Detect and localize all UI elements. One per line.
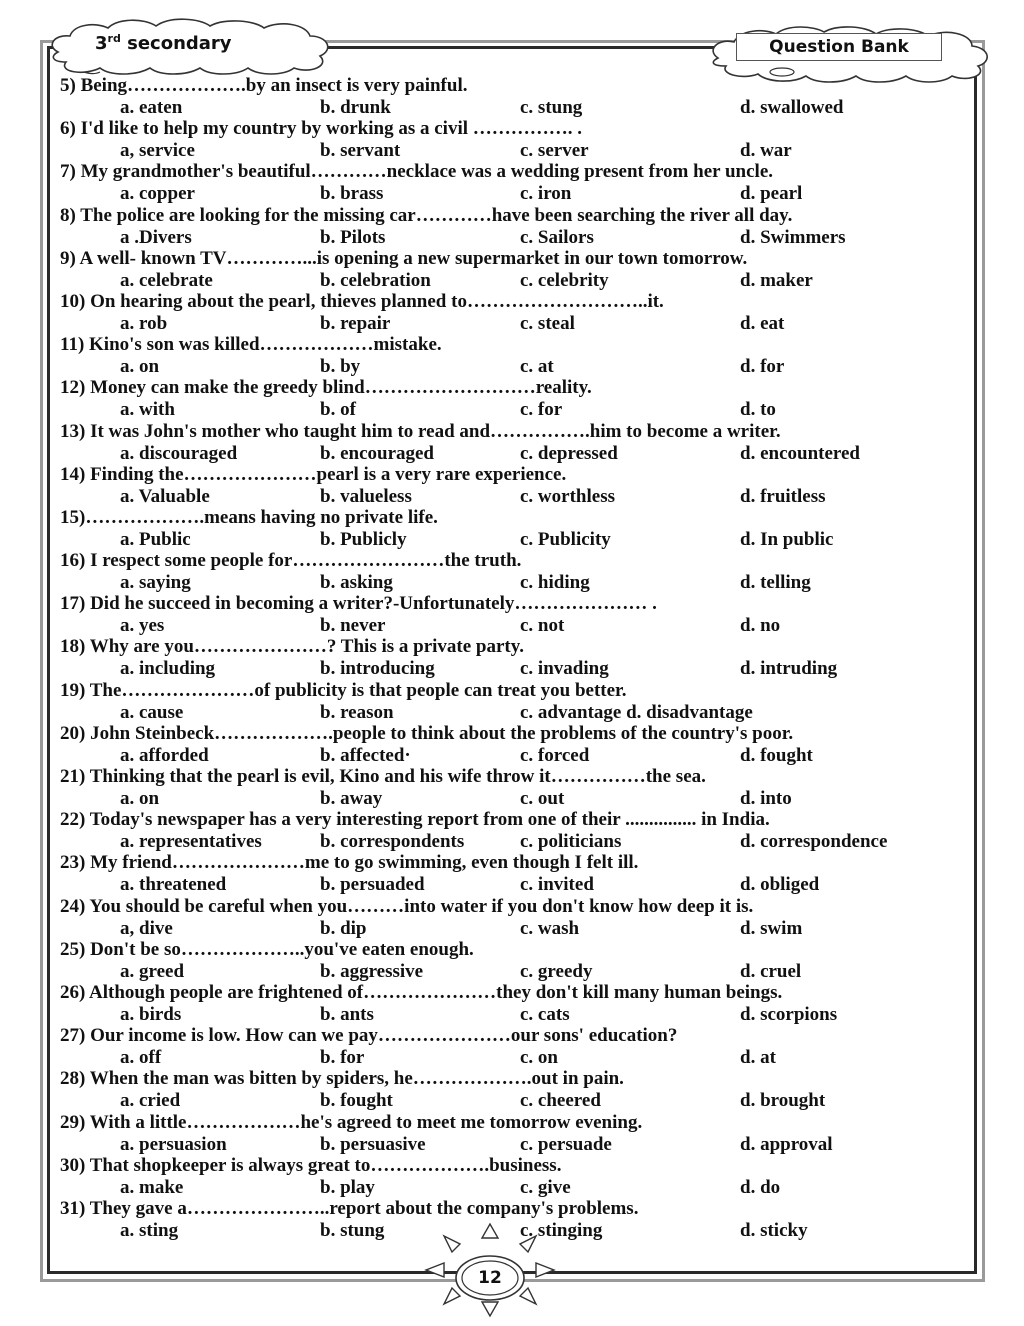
question-text: 18) Why are you…………………? This is a private party. bbox=[60, 636, 524, 658]
grade-suffix: rd bbox=[107, 32, 121, 45]
answer-option: a. greed bbox=[120, 960, 185, 982]
question-text: 17) Did he succeed in becoming a writer?-Unfortunately………………… . bbox=[60, 593, 657, 615]
question-text: 10) On hearing about the pearl, thieves planned to………………………..it. bbox=[60, 290, 664, 312]
answer-option: d. encountered bbox=[740, 442, 860, 464]
answer-options bbox=[60, 788, 960, 809]
answer-option: c. forced bbox=[520, 744, 590, 766]
answer-option: b. of bbox=[320, 399, 356, 421]
answer-options bbox=[60, 227, 960, 248]
answer-option: d. In public bbox=[740, 528, 834, 550]
answer-option: a. cried bbox=[120, 1090, 181, 1112]
answer-options bbox=[60, 615, 960, 636]
answer-option: c. invading bbox=[520, 658, 609, 680]
question-item bbox=[60, 982, 960, 1025]
answer-option: b. fought bbox=[320, 1090, 393, 1112]
answer-option: d. scorpions bbox=[740, 1003, 838, 1025]
answer-option: c. persuade bbox=[520, 1133, 612, 1155]
answer-option: a, dive bbox=[120, 917, 173, 939]
answer-options bbox=[60, 313, 960, 334]
answer-option: d. fruitless bbox=[740, 485, 826, 507]
question-text: 28) When the man was bitten by spiders, he……………….out in pain. bbox=[60, 1068, 624, 1090]
answer-option: c. hiding bbox=[520, 572, 590, 594]
question-item bbox=[60, 1025, 960, 1068]
question-text: 15)……………….means having no private life. bbox=[60, 506, 438, 528]
answer-options bbox=[60, 356, 960, 377]
answer-option: c. cheered bbox=[520, 1090, 601, 1112]
answer-option: d. pearl bbox=[740, 183, 803, 205]
answer-option: c. stung bbox=[520, 97, 583, 118]
question-text: 16) I respect some people for……………………the truth. bbox=[60, 550, 522, 572]
answer-option: c. politicians bbox=[520, 831, 622, 853]
answer-option: a. eaten bbox=[120, 97, 183, 118]
answer-option: d. into bbox=[740, 788, 792, 809]
answer-options bbox=[60, 140, 960, 161]
question-item bbox=[60, 248, 960, 291]
answer-option: a. persuasion bbox=[120, 1133, 227, 1155]
answer-options bbox=[60, 97, 960, 118]
question-text: 26) Although people are frightened of…………………they don't kill many human beings. bbox=[60, 981, 783, 1003]
answer-option: a .Divers bbox=[120, 226, 192, 248]
answer-option: c. server bbox=[520, 140, 589, 162]
answer-option: d. do bbox=[740, 1176, 781, 1198]
answer-option: a. including bbox=[120, 658, 216, 680]
answer-option: a. off bbox=[120, 1047, 162, 1069]
answer-option: c. celebrity bbox=[520, 269, 609, 291]
question-item bbox=[60, 421, 960, 464]
answer-options bbox=[60, 183, 960, 204]
answer-option: d. fought bbox=[740, 744, 813, 766]
answer-option: c. steal bbox=[520, 312, 575, 334]
question-item bbox=[60, 1112, 960, 1155]
answer-option: b. persuasive bbox=[320, 1133, 426, 1155]
answer-option: d. cruel bbox=[740, 960, 802, 982]
answer-option: b. Pilots bbox=[320, 226, 386, 248]
answer-options bbox=[60, 1090, 960, 1111]
answer-options bbox=[60, 1047, 960, 1068]
answer-option: d. approval bbox=[740, 1133, 833, 1155]
answer-option: b. repair bbox=[320, 312, 391, 334]
answer-option: d. maker bbox=[740, 269, 813, 291]
question-item bbox=[60, 205, 960, 248]
question-item bbox=[60, 593, 960, 636]
question-item bbox=[60, 636, 960, 679]
answer-option: d. sticky bbox=[740, 1219, 808, 1241]
question-text: 29) With a little………………he's agreed to meet me tomorrow evening. bbox=[60, 1111, 643, 1133]
answer-option: b. servant bbox=[320, 140, 401, 162]
answer-option: d. at bbox=[740, 1047, 776, 1069]
question-text: 14) Finding the…………………pearl is a very rare experience. bbox=[60, 463, 567, 485]
answer-option: d. for bbox=[740, 356, 785, 378]
answer-option: b. celebration bbox=[320, 269, 431, 291]
question-item bbox=[60, 75, 960, 118]
answer-options bbox=[60, 658, 960, 679]
answer-option: b. reason bbox=[320, 701, 394, 723]
answer-options bbox=[60, 918, 960, 939]
answer-options bbox=[60, 399, 960, 420]
question-item bbox=[60, 939, 960, 982]
question-item bbox=[60, 896, 960, 939]
answer-option: a. rob bbox=[120, 312, 168, 334]
question-text: 11) Kino's son was killed………………mistake. bbox=[60, 334, 442, 356]
answer-option: a. saying bbox=[120, 572, 191, 594]
answer-option: a. sting bbox=[120, 1219, 179, 1241]
answer-option: d. swallowed bbox=[740, 97, 844, 118]
answer-option: b. introducing bbox=[320, 658, 435, 680]
question-text: 23) My friend…………………me to go swimming, even though I felt ill. bbox=[60, 852, 639, 874]
answer-option: a. with bbox=[120, 399, 175, 421]
answer-option: d. no bbox=[740, 615, 781, 637]
question-item bbox=[60, 334, 960, 377]
answer-option: b. play bbox=[320, 1176, 375, 1198]
answer-option: a. Public bbox=[120, 528, 191, 550]
question-text: 20) John Steinbeck……………….people to think about the problems of the country's poor. bbox=[60, 722, 794, 744]
question-item bbox=[60, 550, 960, 593]
answer-option: c. Sailors bbox=[520, 226, 594, 248]
answer-option: c. on bbox=[520, 1047, 558, 1069]
answer-options bbox=[60, 1134, 960, 1155]
answer-options bbox=[60, 1177, 960, 1198]
question-item bbox=[60, 118, 960, 161]
question-text: 31) They gave a…………………..report about the company's problems. bbox=[60, 1197, 639, 1219]
answer-option: d. telling bbox=[740, 572, 811, 594]
answer-options bbox=[60, 443, 960, 464]
answer-option: a. discouraged bbox=[120, 442, 238, 464]
answer-options bbox=[60, 486, 960, 507]
answer-option: d. intruding bbox=[740, 658, 838, 680]
answer-option: b. by bbox=[320, 356, 361, 378]
answer-option: a. on bbox=[120, 356, 160, 378]
answer-options bbox=[60, 874, 960, 895]
question-item bbox=[60, 464, 960, 507]
answer-option: a. make bbox=[120, 1176, 184, 1198]
question-text: 22) Today's newspaper has a very interesting report from one of their ............... in India. bbox=[60, 809, 770, 831]
grade-number: 3 bbox=[95, 33, 108, 54]
answer-option: a. on bbox=[120, 788, 160, 809]
question-text: 13) It was John's mother who taught him to read and…………….him to become a writer. bbox=[60, 420, 781, 442]
answer-option: c. stinging bbox=[520, 1219, 603, 1241]
question-item bbox=[60, 291, 960, 334]
answer-option: b. stung bbox=[320, 1219, 385, 1241]
answer-option: b. for bbox=[320, 1047, 365, 1069]
answer-option: a. afforded bbox=[120, 744, 209, 766]
answer-option: b. never bbox=[320, 615, 386, 637]
question-text: 19) The…………………of publicity is that people can treat you better. bbox=[60, 679, 627, 701]
answer-option: c. advantage d. disadvantage bbox=[520, 701, 753, 723]
answer-options bbox=[60, 572, 960, 593]
answer-option: a. cause bbox=[120, 701, 184, 723]
question-item bbox=[60, 1068, 960, 1111]
question-item bbox=[60, 680, 960, 723]
answer-option: c. at bbox=[520, 356, 554, 378]
answer-option: a. representatives bbox=[120, 831, 262, 853]
answer-option: a, service bbox=[120, 140, 195, 162]
answer-option: a. threatened bbox=[120, 874, 227, 896]
answer-option: c. depressed bbox=[520, 442, 618, 464]
answer-option: a. yes bbox=[120, 615, 165, 637]
question-item bbox=[60, 809, 960, 852]
answer-option: d. correspondence bbox=[740, 831, 888, 853]
answer-option: d. Swimmers bbox=[740, 226, 846, 248]
answer-option: c. not bbox=[520, 615, 565, 637]
question-item bbox=[60, 852, 960, 895]
question-text: 8) The police are looking for the missing car…………have been searching the river all day. bbox=[60, 204, 793, 226]
answer-option: b. affected· bbox=[320, 744, 411, 766]
answer-option: d. war bbox=[740, 140, 792, 162]
question-text: 30) That shopkeeper is always great to……………….business. bbox=[60, 1154, 562, 1176]
answer-option: d. to bbox=[740, 399, 776, 421]
question-text: 24) You should be careful when you………into water if you don't know how deep it is. bbox=[60, 895, 754, 917]
grade-label bbox=[95, 32, 232, 54]
question-item bbox=[60, 766, 960, 809]
answer-options bbox=[60, 529, 960, 550]
answer-options bbox=[60, 961, 960, 982]
question-text: 25) Don't be so………………..you've eaten enough. bbox=[60, 938, 474, 960]
page-number: 12 bbox=[478, 1268, 502, 1288]
answer-option: b. brass bbox=[320, 183, 384, 205]
answer-option: d. obliged bbox=[740, 874, 820, 896]
answer-option: a. celebrate bbox=[120, 269, 213, 291]
answer-option: c. worthless bbox=[520, 485, 615, 507]
answer-option: c. greedy bbox=[520, 960, 593, 982]
answer-option: c. for bbox=[520, 399, 563, 421]
answer-option: b. valueless bbox=[320, 485, 412, 507]
question-item bbox=[60, 161, 960, 204]
answer-option: c. wash bbox=[520, 917, 580, 939]
answer-option: b. drunk bbox=[320, 97, 391, 118]
question-text: 12) Money can make the greedy blind………………………reality. bbox=[60, 377, 592, 399]
question-text: 7) My grandmother's beautiful…………necklace was a wedding present from her uncle. bbox=[60, 161, 774, 183]
question-text: 9) A well- known TV…………...is opening a new supermarket in our town tomorrow. bbox=[60, 247, 748, 269]
answer-option: b. correspondents bbox=[320, 831, 465, 853]
answer-option: b. ants bbox=[320, 1003, 374, 1025]
answer-option: c. out bbox=[520, 788, 565, 809]
question-text: 21) Thinking that the pearl is evil, Kino and his wife throw it……………the sea. bbox=[60, 766, 706, 787]
answer-option: a. Valuable bbox=[120, 485, 210, 507]
grade-word: secondary bbox=[120, 33, 232, 54]
answer-options bbox=[60, 702, 960, 723]
answer-option: c. give bbox=[520, 1176, 571, 1198]
question-item bbox=[60, 1155, 960, 1198]
question-item bbox=[60, 507, 960, 550]
answer-option: d. brought bbox=[740, 1090, 826, 1112]
answer-option: d. eat bbox=[740, 312, 785, 334]
question-list bbox=[60, 75, 960, 1241]
question-item bbox=[60, 723, 960, 766]
answer-option: d. swim bbox=[740, 917, 803, 939]
answer-option: c. invited bbox=[520, 874, 594, 896]
answer-option: b. encouraged bbox=[320, 442, 434, 464]
answer-option: a. birds bbox=[120, 1003, 182, 1025]
answer-option: b. aggressive bbox=[320, 960, 424, 982]
answer-option: a. copper bbox=[120, 183, 195, 205]
answer-options bbox=[60, 831, 960, 852]
answer-options bbox=[60, 1004, 960, 1025]
answer-options bbox=[60, 745, 960, 766]
question-text: 5) Being……………….by an insect is very painful. bbox=[60, 75, 468, 96]
answer-options bbox=[60, 270, 960, 291]
answer-option: b. dip bbox=[320, 917, 367, 939]
question-bank-title: Question Bank bbox=[736, 33, 942, 61]
answer-option: c. Publicity bbox=[520, 528, 611, 550]
question-text: 27) Our income is low. How can we pay…………………our sons' education? bbox=[60, 1025, 678, 1047]
answer-option: c. iron bbox=[520, 183, 572, 205]
answer-option: b. persuaded bbox=[320, 874, 425, 896]
answer-option: b. asking bbox=[320, 572, 393, 594]
question-text: 6) I'd like to help my country by working as a civil ……………. . bbox=[60, 118, 582, 140]
question-item bbox=[60, 377, 960, 420]
answer-option: b. away bbox=[320, 788, 383, 809]
answer-option: c. cats bbox=[520, 1003, 570, 1025]
answer-option: b. Publicly bbox=[320, 528, 407, 550]
